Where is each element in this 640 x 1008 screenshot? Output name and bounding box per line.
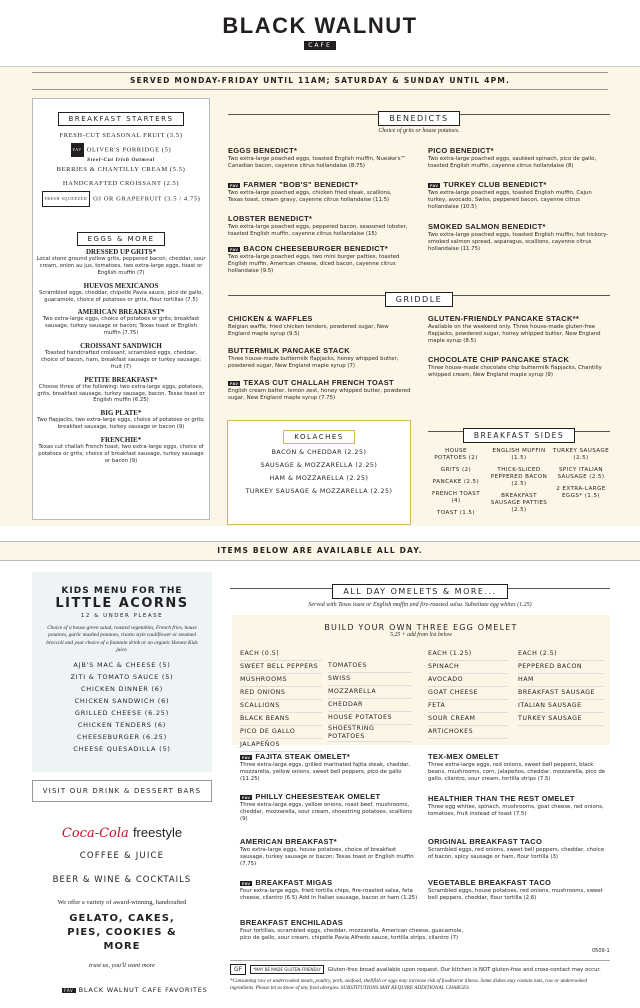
dish-challah-french-toast: FAV TEXAS CUT CHALLAH FRENCH TOAST English cream batter, lemon zest, honey whipped butter, powdered sugar, New England maple syrup (7.75) xyxy=(228,378,411,402)
coca-cola-logo: Coca-Cola freestyle xyxy=(61,825,183,841)
dish-fajita-omelet: FAV FAJITA STEAK OMELET* Three extra-large eggs, grilled marinated fajita steak, cheddar, mozzarella, yellow onions, sweet bell peppers, pico de gallo (11.25) xyxy=(240,752,411,783)
dish-vegetable-taco: VEGETABLE BREAKFAST TACO Scrambled eggs, house potatoes, red onions, mushrooms, sweet bell peppers, cheddar, flour tortilla (2.6) xyxy=(428,878,603,902)
kids-items: AJB'S MAC & CHEESE (5) ZITI & TOMATO SAUCE (5) CHICKEN DINNER (6) CHICKEN SANDWICH (6) GRILLED CHEESE (6.25) CHICKEN TENDERS (6) CHEESEBURGER (6.25) CHEESE QUESADILLA (5) xyxy=(70,660,174,753)
footer: GF *MAY BE MADE GLUTEN-FRIENDLY Gluten-free bread available upon request. Our kitchen is NOT gluten-free and cross-contact may occur. *Consuming raw or undercooked meats, poultry, pork, seafood, shellfish or eggs may increase risk of foodborne illness. Some dishes may contain nuts, raw or undercooked ingredients. Please let us know of any food allergies. SUBSTITUTIONS MAY REQUIRE ADDITIONAL CHARGES. xyxy=(230,960,610,992)
gf-icon: GF xyxy=(230,964,246,975)
dish-bacon-cheeseburger-benedict: FAV BACON CHEESEBURGER BENEDICT* Two extra-large poached eggs, two mini burger patties, toasted English muffin, American cheese, diced bacon, cayenne citrus hollandaise (9.5) xyxy=(228,244,400,275)
dish-grits: DRESSED UP GRITS* Local stone ground yellow grits, peppered bacon, cheddar, sour cream, onion au jus, tomatoes, two extra-large eggs, toast or English muffin (7) xyxy=(36,248,206,276)
kids-title-big: LITTLE ACORNS xyxy=(55,596,189,611)
dish-healthier-omelet: HEALTHIER THAN THE REST OMELET Three egg whites, spinach, mushrooms, goat cheese, red onions, tomatoes, fruit instead of toast (7.5) xyxy=(428,794,604,818)
visit-bars-banner: VISIT OUR DRINK & DESSERT BARS xyxy=(32,780,212,802)
dish-enchiladas: BREAKFAST ENCHILADAS Four tortillas, scrambled eggs, cheddar, mozzarella, American cheese, guacamole, pico de gallo, sour cream, chipotle Pavia Alfredo sauce, tortilla strips, cilantro (7) xyxy=(240,918,464,942)
starter-croissant: HANDCRAFTED CROISSANT (2.5) xyxy=(62,180,180,188)
dish-chicken-waffles: CHICKEN & WAFFLES Belgian waffle, fried chicken tenders, powdered sugar, New England maple syrup (9.5) xyxy=(228,314,389,338)
dish-croissant-sandwich: CROISSANT SANDWICH Toasted handcrafted croissant, scrambled eggs, cheddar, choice of bacon, ham, breakfast sausage or turkey sausage; fruit (7) xyxy=(41,342,201,370)
dish-turkey-club-benedict: FAV TURKEY CLUB BENEDICT* Two extra-large poached eggs, toasted English muffin, Cajun turkey, avocado, Swiss, peppered bacon, cayenne citrus hollandaise (10.5) xyxy=(428,180,592,211)
kolaches-heading: KOLACHES xyxy=(227,424,411,444)
omelets-note: Served with Texas toast or English muffin and fire-roasted salsa. Substitute egg whites (1.25) xyxy=(308,602,532,608)
breakfast-hours: SERVED MONDAY-FRIDAY UNTIL 11AM; SATURDAY & SUNDAY UNTIL 4PM. xyxy=(32,72,608,90)
dish-lobster-benedict: LOBSTER BENEDICT* Two extra-large poached eggs, peppered bacon, seasoned lobster, toasted English muffin, cayenne citrus hollandaise (15) xyxy=(228,214,408,238)
starters-list xyxy=(32,129,210,207)
omelet-col-2: TOMATOES SWISS MOZZARELLA CHEDDAR HOUSE POTATOES SHOESTRING POTATOES xyxy=(328,660,412,742)
kids-note: Choice of a house green salad, roasted vegetables, French fries, house potatoes, garlic mashed potatoes, risotto style cauliflower or steamed broccoli and your choice of a fountain drink or an organic Honest Kids juice. xyxy=(46,625,198,654)
all-day-banner: ITEMS BELOW ARE AVAILABLE ALL DAY. xyxy=(0,541,640,561)
dish-frenchie: FRENCHIE* Texas cut challah French toast, two extra-large eggs, choice of potatoes or grits; choice of breakfast sausage, turkey sausage or bacon (9) xyxy=(38,436,204,464)
omelets-heading: ALL DAY OMELETS & MORE... xyxy=(230,579,610,599)
dish-chocolate-chip-pancakes: CHOCOLATE CHIP PANCAKE STACK Three house-made chocolate chip buttermilk flapjacks, Chantilly whipped cream, New England maple syrup (9) xyxy=(428,355,602,379)
dish-gluten-friendly-pancakes: GLUTEN-FRIENDLY PANCAKE STACK** Available on the weekend only. Three house-made gluten-free flapjacks, powdered sugar, honey whipped butter, New England maple syrup (8.5) xyxy=(428,314,601,345)
omelet-col-1: EACH (0.5) SWEET BELL PEPPERS MUSHROOMS RED ONIONS SCALLIONS BLACK BEANS PICO DE GALLO JALAPEÑOS xyxy=(240,648,322,752)
footer-disclaimer: *Consuming raw or undercooked meats, poultry, pork, seafood, shellfish or eggs may increase risk of foodborne illness. Some dishes may contain nuts, raw or undercooked ingredients. Please let us know of any food allergies. SUBSTITUTIONS MAY REQUIRE ADDITIONAL CHARGES. xyxy=(230,978,588,991)
header xyxy=(0,0,640,68)
dish-farmer-bob-benedict: FAV FARMER "BOB'S" BENEDICT* Two extra-large poached eggs, chicken fried steak, scallions, Texas toast, cream gravy, cayenne citrus hollandaise (11.5) xyxy=(228,180,392,204)
dish-smoked-salmon-benedict: SMOKED SALMON BENEDICT* Two extra-large poached eggs, toasted English muffin, hot hickory-smoked salmon spread, asparagus, scallions, cayenne citrus hollandaise (11.75) xyxy=(428,222,609,253)
kolaches-list: BACON & CHEDDAR (2.25) SAUSAGE & MOZZARELLA (2.25) HAM & MOZZARELLA (2.25) TURKEY SAUSAGE & MOZZARELLA (2.25) xyxy=(245,449,393,495)
eggs-heading: EGGS & MORE xyxy=(32,226,210,246)
starter-porridge: FAV OLIVER'S PORRIDGE (5) xyxy=(32,143,210,157)
dish-buttermilk-pancakes: BUTTERMILK PANCAKE STACK Three house-made buttermilk flapjacks, honey whipped butter, powdered sugar, New England maple syrup (7) xyxy=(228,346,399,370)
dish-american-breakfast-allday: AMERICAN BREAKFAST* Two extra-large eggs, house potatoes, choice of breakfast sausage, turkey sausage or bacon; Texas toast or English muffin (7.75) xyxy=(240,837,414,868)
dish-american: AMERICAN BREAKFAST* Two extra-large eggs, choice of potatoes or grits; breakfast sausage, turkey sausage or bacon; Texas toast or English muffin (7.75) xyxy=(42,308,200,337)
dish-big-plate: BIG PLATE* Two flapjacks, two extra-large eggs, choice of potatoes or grits; breakfast sausage, turkey sausage or bacon (9) xyxy=(37,409,205,431)
brand-title: BLACK WALNUT xyxy=(222,13,418,38)
benedicts-heading: BENEDICTS xyxy=(228,106,610,126)
dish-migas: FAV BREAKFAST MIGAS Four extra-large eggs, fried tortilla chips, fire-roasted salsa, feta cheese, cilantro (6.5) Add in Italian sausage, bacon or ham (1.25) xyxy=(240,878,418,902)
favorites-legend: FAV BLACK WALNUT CAFE FAVORITES xyxy=(64,986,208,994)
kids-age: 12 & UNDER PLEASE xyxy=(80,613,164,619)
griddle-heading: GRIDDLE xyxy=(228,287,610,307)
starter-porridge-sub: Steel-Cut Irish Oatmeal xyxy=(87,157,155,164)
dish-eggs-benedict: EGGS BENEDICT* Two extra-large poached eggs, toasted English muffin, Nueske's™ Canadian bacon, cayenne citrus hollandaise (8.75) xyxy=(228,146,406,170)
starter-berries: BERRIES & CHANTILLY CREAM (5.5) xyxy=(56,166,186,174)
starters-heading: BREAKFAST STARTERS xyxy=(32,106,210,126)
dish-huevos: HUEVOS MEXICANOS Scrambled eggs, cheddar, chipotle Pavia sauce, pico de gallo, guacamole, choice of potatoes or grits, flour tortillas (7.5) xyxy=(38,281,204,303)
kids-menu xyxy=(32,572,212,772)
dish-petite: PETITE BREAKFAST* Choose three of the following: two extra-large eggs, potatoes, grits, breakfast sausage, turkey sausage, bacon, Texas toast or English muffin (6.25) xyxy=(37,375,205,404)
omelet-col-3: EACH (1.25) SPINACH AVOCADO GOAT CHEESE FETA SOUR CREAM ARTICHOKES xyxy=(428,648,508,739)
brand-subtitle: CAFE xyxy=(0,42,640,49)
dish-pico-benedict: PICO BENEDICT* Two extra-large poached eggs, sautéed spinach, pico de gallo, toasted English muffin, cayenne citrus hollandaise (8) xyxy=(428,146,597,170)
omelet-col-4: EACH (2.5) PEPPERED BACON HAM BREAKFAST SAUSAGE ITALIAN SAUSAGE TURKEY SAUSAGE xyxy=(518,648,604,726)
starter-juice: FRESH SQUEEZED OJ OR GRAPEFRUIT (3.5 / 4.75) xyxy=(32,191,210,207)
drinks-section: Coca-Cola freestyle COFFEE & JUICE BEER & WINE & COCKTAILS We offer a variety of award-winning, handcrafted GELATO, CAKES, PIES, COOKIES & MORE trust us, you'll want more xyxy=(52,825,192,969)
dish-tex-mex-omelet: TEX-MEX OMELET Three extra-large eggs, red onions, sweet bell peppers, black beans, mushrooms, corn, jalapeños, cheddar, mozzarella, pico de gallo, cilantro, sour cream, tortilla strips (7.5) xyxy=(428,752,606,783)
build-your-own-box: BUILD YOUR OWN THREE EGG OMELET 5.25 + add from list below xyxy=(232,615,610,745)
eggs-list xyxy=(36,248,206,465)
dish-original-taco: ORIGINAL BREAKFAST TACO Scrambled eggs, red onions, sweet bell peppers, cheddar, choice of bacon, spicy sausage or ham, flour tortilla (3) xyxy=(428,837,605,861)
kids-title: KIDS MENU FOR THE xyxy=(61,586,183,596)
starter-fruit: FRESH-CUT SEASONAL FRUIT (3.5) xyxy=(59,132,183,139)
benedicts-note: Choice of grits or house potatoes. xyxy=(378,128,460,134)
menu-code: 0509-1 xyxy=(592,948,610,954)
sides-heading: BREAKFAST SIDES xyxy=(428,423,610,443)
dish-philly-omelet: FAV PHILLY CHEESESTEAK OMELET Three extra-large eggs, yellow onions, roast beef, mushrooms, cheddar, mozzarella, sour cream, shoestring potatoes, scallions (9) xyxy=(240,792,413,823)
